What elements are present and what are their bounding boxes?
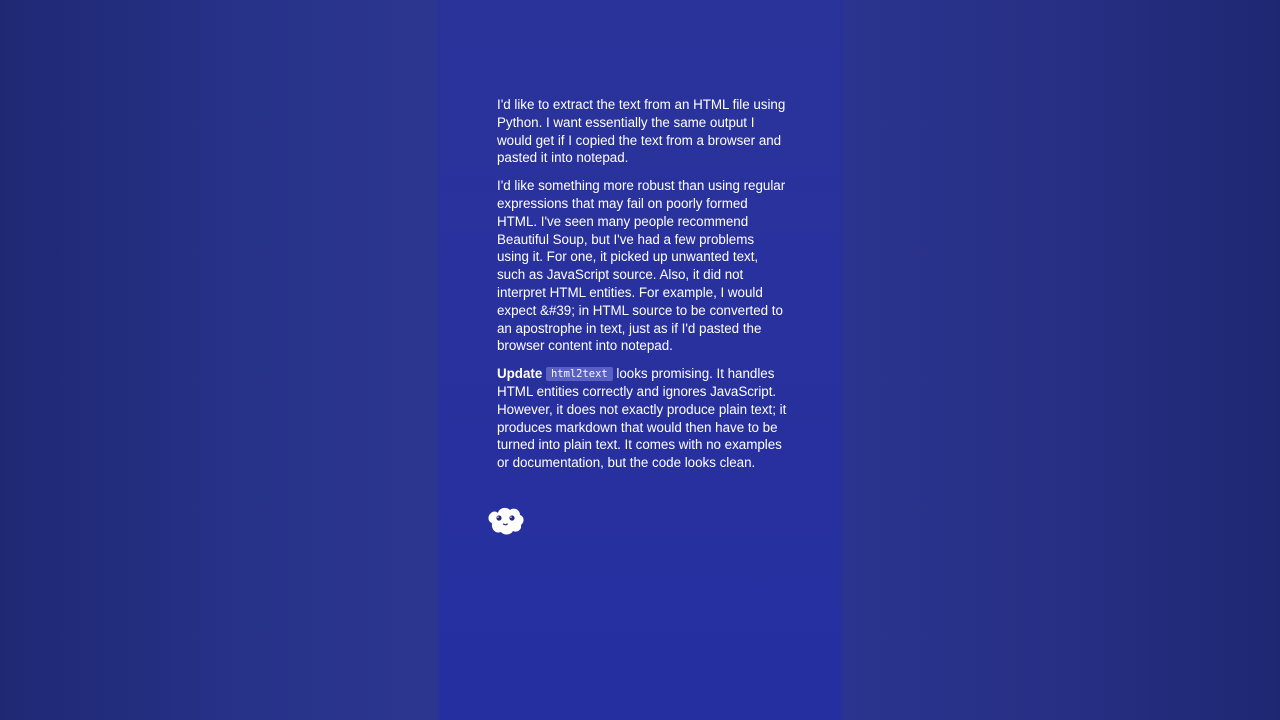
left-background: [0, 0, 440, 720]
question-paragraph-3: [497, 365, 787, 472]
cloud-face-icon: [484, 500, 526, 540]
question-paragraph-1: I'd like to extract the text from an HTML file using Python. I want essentially the same output I would get if I copied the text from a browser and pasted it into notepad.: [497, 97, 786, 166]
cloud-face-graphic: [484, 500, 526, 540]
update-label: Update: [497, 366, 543, 382]
question-paragraph-2: I'd like something more robust than using regular expressions that may fail on poorly formed HTML. I've seen many people recommend Beautiful Soup, but I've had a few problems using it. For one, it picked up unwanted text, such as JavaScript source. Also, it did not interpret HTML entities. For example, I would expect &#39; in HTML source to be converted to an apostrophe in text, just as if I'd pasted the browser content into notepad.: [497, 178, 786, 354]
update-text: looks promising. It handles HTML entities correctly and ignores JavaScript. However, it does not exactly produce plain text; it produces markdown that would then have to be turned into plain text. It comes with no examples or documentation, but the code looks clean.: [497, 366, 787, 471]
right-background: [840, 0, 1280, 720]
question-text: [497, 96, 787, 482]
inline-code: html2text: [546, 367, 613, 381]
